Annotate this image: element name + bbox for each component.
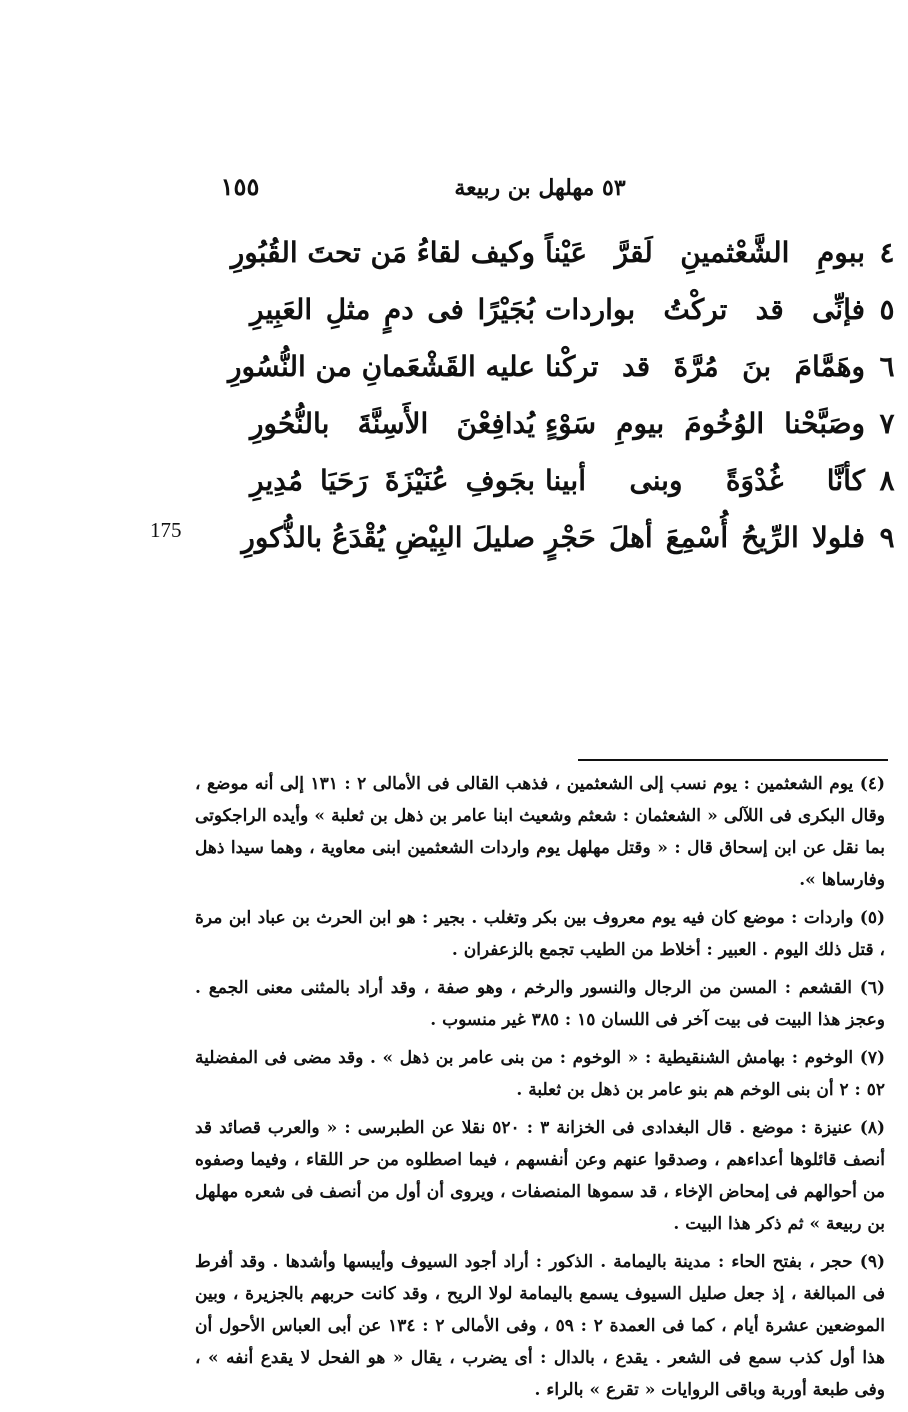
footnote: (٧) الوخوم : بهامش الشنقيطية : « الوخوم : من بنى عامر بن ذهل » . وقد مضى فى المفضلية ٥٢ : ٢ أن بنى الوخم هم بنو عامر بن ذهل بن ثعلبة . [195,1048,885,1100]
first-hemistich: كأنَّا غُدْوَةً وبنى أبينا [545,464,865,497]
footnote: (٥) واردات : موضع كان فيه يوم معروف بين بكر وتغلب . بجير : هو ابن الحرث بن عباد ابن مرة ، قتل ذلك اليوم . العبير : أخلاط من الطيب تجمع بالزعفران . [195,908,885,960]
first-hemistich: فلولا الرِّيحُ أُسْمِعَ أهلَ حَجْرٍ [545,521,865,554]
verse-number: ٥ [879,293,895,326]
footnote: (٤) يوم الشعثمين : يوم نسب إلى الشعثمين ، فذهب القالى فى الأمالى ٢ : ١٣١ إلى أنه موضع ، وقال البكرى فى اللآلى « الشعثمان : شعثم وشعيث ابنا عامر بن ذهل بن ثعلبة » وأيده الراجكوتى بما نقل عن ابن إسحاق قال : « وقتل مهلهل يوم واردات الشعثمين ابنى معاوية ، وهما سيدا ذهل وفارساها ». [195,774,885,890]
first-hemistich: وصَبَّحْنا الوُخُومَ بيومِ سَوْءٍ [545,407,865,440]
verse-line [250,456,908,512]
first-hemistich: ببومِ الشَّعْثمينِ لَقرَّ عَيْناً [545,236,865,269]
footnote-separator [578,759,888,761]
page-number: ١٥٥ [220,172,260,201]
footnote: (٩) حجر ، بفتح الحاء : مدينة باليمامة . الذكور : أراد أجود السيوف وأيبسها وأشدها . وقد أفرط فى المبالغة ، إذ جعل صليل السيوف يسمع باليمامة لولا الريح ، وقد كانت حربهم بالجزيرة ، وبين الموضعين عشرة أيام ، كما فى العمدة ٢ : ٥٩ ، وفى الأمالى ٢ : ١٣٤ عن أبى العباس الأحول أن هذا أول كذب سمع فى الشعر . يقدع ، بالدال : أى يضرب ، يقال « هو الفحل لا يقدع أنفه » ، وفى طبعة أوربة وباقى الروايات « تقرع » بالراء . [195,1252,885,1400]
verse-line [228,342,908,398]
first-hemistich: وهَمَّامَ بنَ مُرَّةَ قد تركْنا [545,350,865,383]
margin-reference-number: 175 [150,518,182,542]
verse-line [250,285,908,341]
running-header-title: ٥٣ مهلهل بن ربيعة [454,175,626,201]
verse-number: ٩ [879,521,895,554]
second-hemistich: بجَوفِ عُنَيْزَةَ رَحَيَا مُدِيرِ [250,464,535,497]
second-hemistich: بُجَيْرًا فى دمٍ مثلِ العَبِيرِ [250,293,535,326]
verse-number: ٨ [879,464,895,497]
verse-number: ٦ [879,350,895,383]
footnote: (٨) عنيزة : موضع . قال البغدادى فى الخزانة ٣ : ٥٢٠ نقلا عن الطبرسى : « والعرب قصائد قد أنصف قائلوها أعداءهم ، وصدقوا عنهم وعن أنفسهم ، فيما اصطلوه من حر اللقاء ، وفيما وصفوه من أحوالهم فى إمحاض الإخاء ، قد سموها المنصفات ، ويروى أن أول من أنصف فى شعره مهلهل بن ربيعة » ثم ذكر هذا البيت . [195,1118,885,1234]
second-hemistich: يُدافِعْنَ الأَسِنَّةَ بالنُّحُورِ [250,407,535,440]
second-hemistich: صليلَ البِيْضِ يُقْدَعُ بالذُّكورِ [241,521,535,554]
verse-line [230,228,908,284]
second-hemistich: وكيف لقاءُ مَن تحتَ القُبُورِ [230,236,535,269]
first-hemistich: فإنِّى قد تركْتُ بواردات [545,293,865,326]
verse-line [250,399,908,455]
verse-line [241,513,908,569]
verse-number: ٤ [879,236,895,269]
footnotes [195,768,885,1412]
verse-number: ٧ [879,407,895,440]
second-hemistich: عليه القَشْعَمانِ من النُّسُورِ [228,350,535,383]
footnote: (٦) القشعم : المسن من الرجال والنسور والرخم ، وهو صفة ، وقد أراد بالمثنى معنى الجمع . وعجز هذا البيت فى بيت آخر فى اللسان ١٥ : ٣٨٥ غير منسوب . [195,978,885,1030]
